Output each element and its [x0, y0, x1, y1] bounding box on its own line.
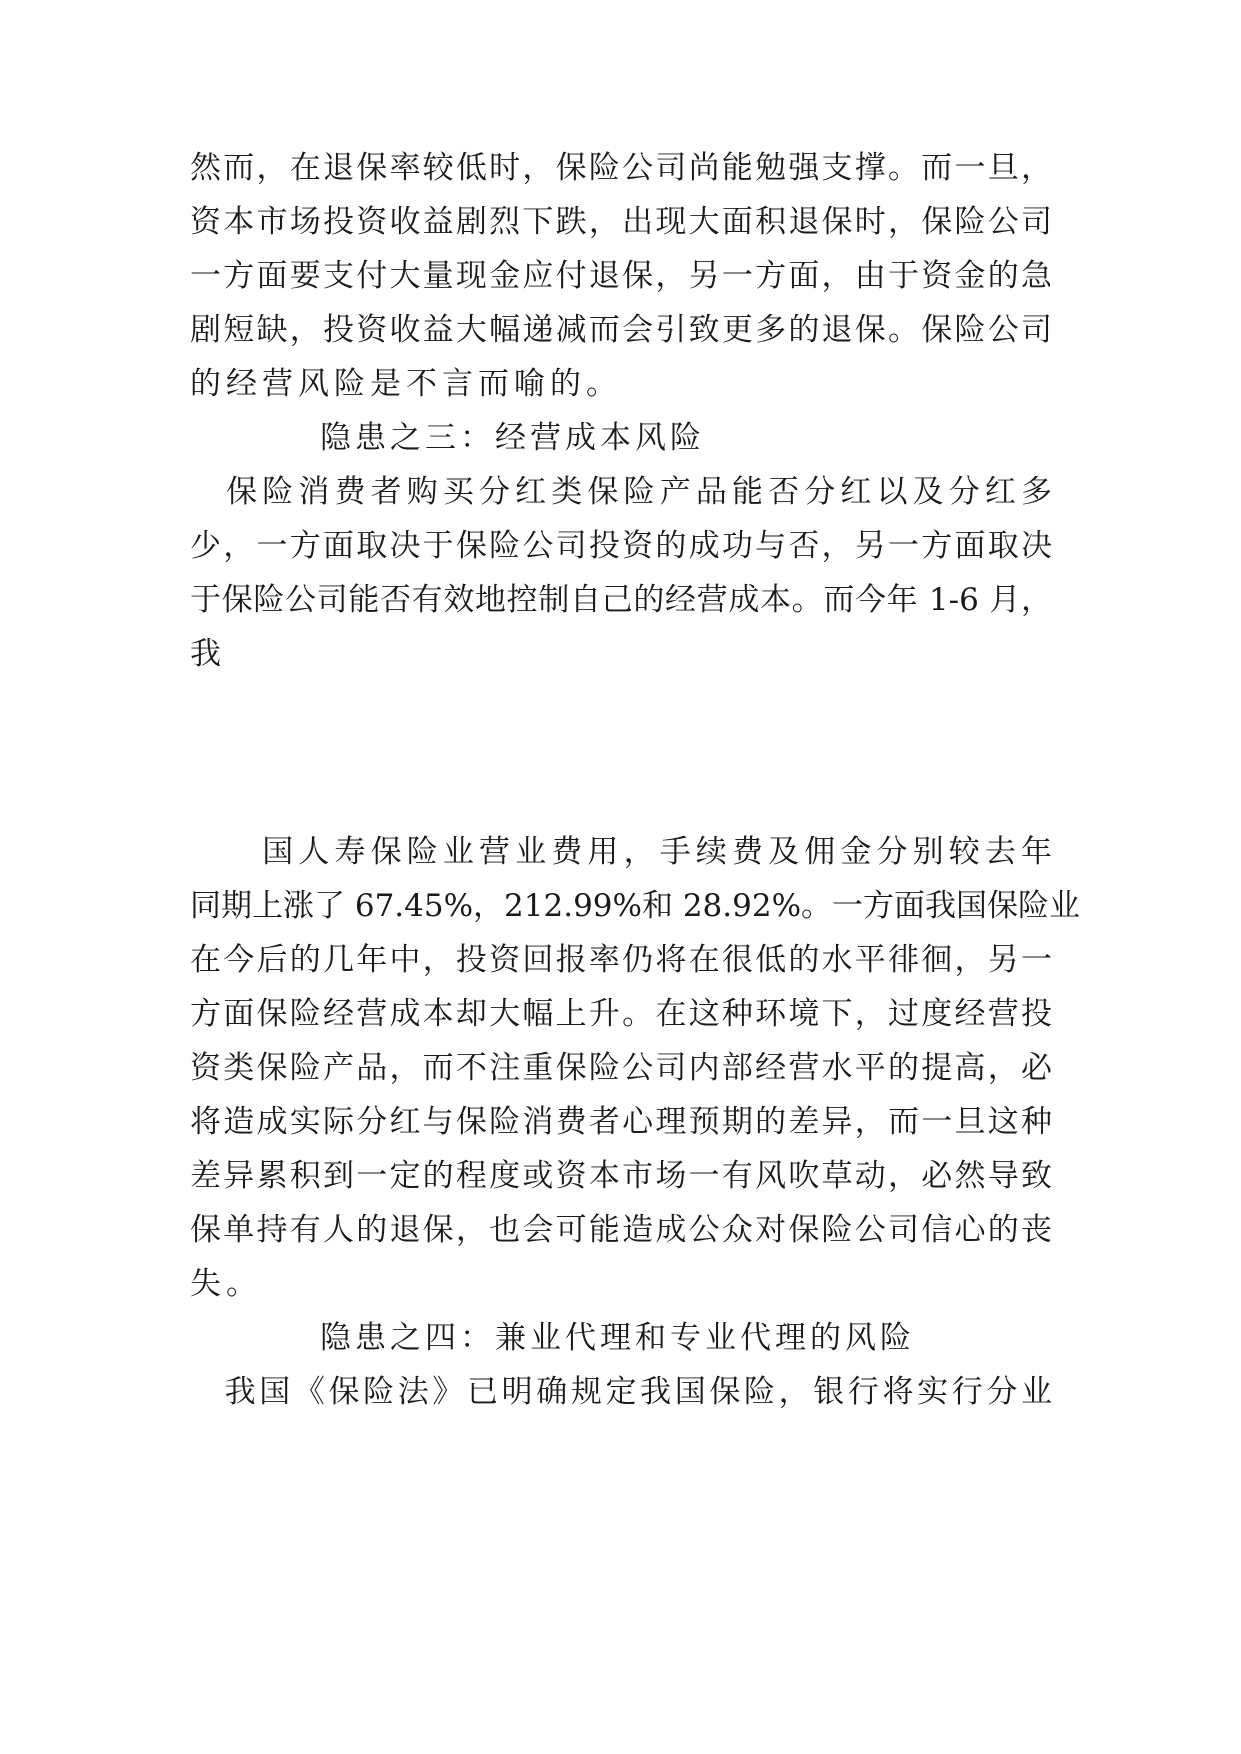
- paragraph-line: 然而，在退保率较低时，保险公司尚能勉强支撑。而一旦，: [190, 150, 1052, 186]
- paragraph-line: 我国《保险法》已明确规定我国保险，银行将实行分业: [190, 1374, 1052, 1410]
- paragraph-line: 失。: [190, 1266, 262, 1302]
- paragraph-line: 一方面要支付大量现金应付退保，另一方面，由于资金的急: [190, 258, 1052, 294]
- paragraph-line: 少，一方面取决于保险公司投资的成功与否，另一方面取决: [190, 528, 1052, 564]
- paragraph-line: 我: [190, 636, 226, 672]
- paragraph-line: 同期上涨了 67.45%，212.99%和 28.92%。一方面我国保险业: [190, 888, 1081, 924]
- paragraph-line: 国人寿保险业营业费用，手续费及佣金分别较去年: [190, 834, 1052, 870]
- paragraph-line: 在今后的几年中，投资回报率仍将在很低的水平徘徊，另一: [190, 942, 1052, 978]
- paragraph-line: 资类保险产品，而不注重保险公司内部经营水平的提高，必: [190, 1050, 1052, 1086]
- paragraph-line: 差异累积到一定的程度或资本市场一有风吹草动，必然导致: [190, 1158, 1052, 1194]
- paragraph-line: 将造成实际分红与保险消费者心理预期的差异，而一旦这种: [190, 1104, 1052, 1140]
- paragraph-line: 资本市场投资收益剧烈下跌，出现大面积退保时，保险公司: [190, 204, 1052, 240]
- paragraph-line: 保险消费者购买分红类保险产品能否分红以及分红多: [190, 474, 1052, 510]
- section-heading: 隐患之三：经营成本风险: [320, 420, 705, 456]
- paragraph-line: 剧短缺，投资收益大幅递减而会引致更多的退保。保险公司: [190, 312, 1052, 348]
- paragraph-line: 于保险公司能否有效地控制自己的经营成本。而今年 1-6 月，: [190, 582, 1052, 618]
- paragraph-line: 的经营风险是不言而喻的。: [190, 366, 622, 402]
- section-heading: 隐患之四：兼业代理和专业代理的风险: [320, 1320, 915, 1356]
- paragraph-line: 方面保险经营成本却大幅上升。在这种环境下，过度经营投: [190, 996, 1052, 1032]
- paragraph-line: 保单持有人的退保，也会可能造成公众对保险公司信心的丧: [190, 1212, 1052, 1248]
